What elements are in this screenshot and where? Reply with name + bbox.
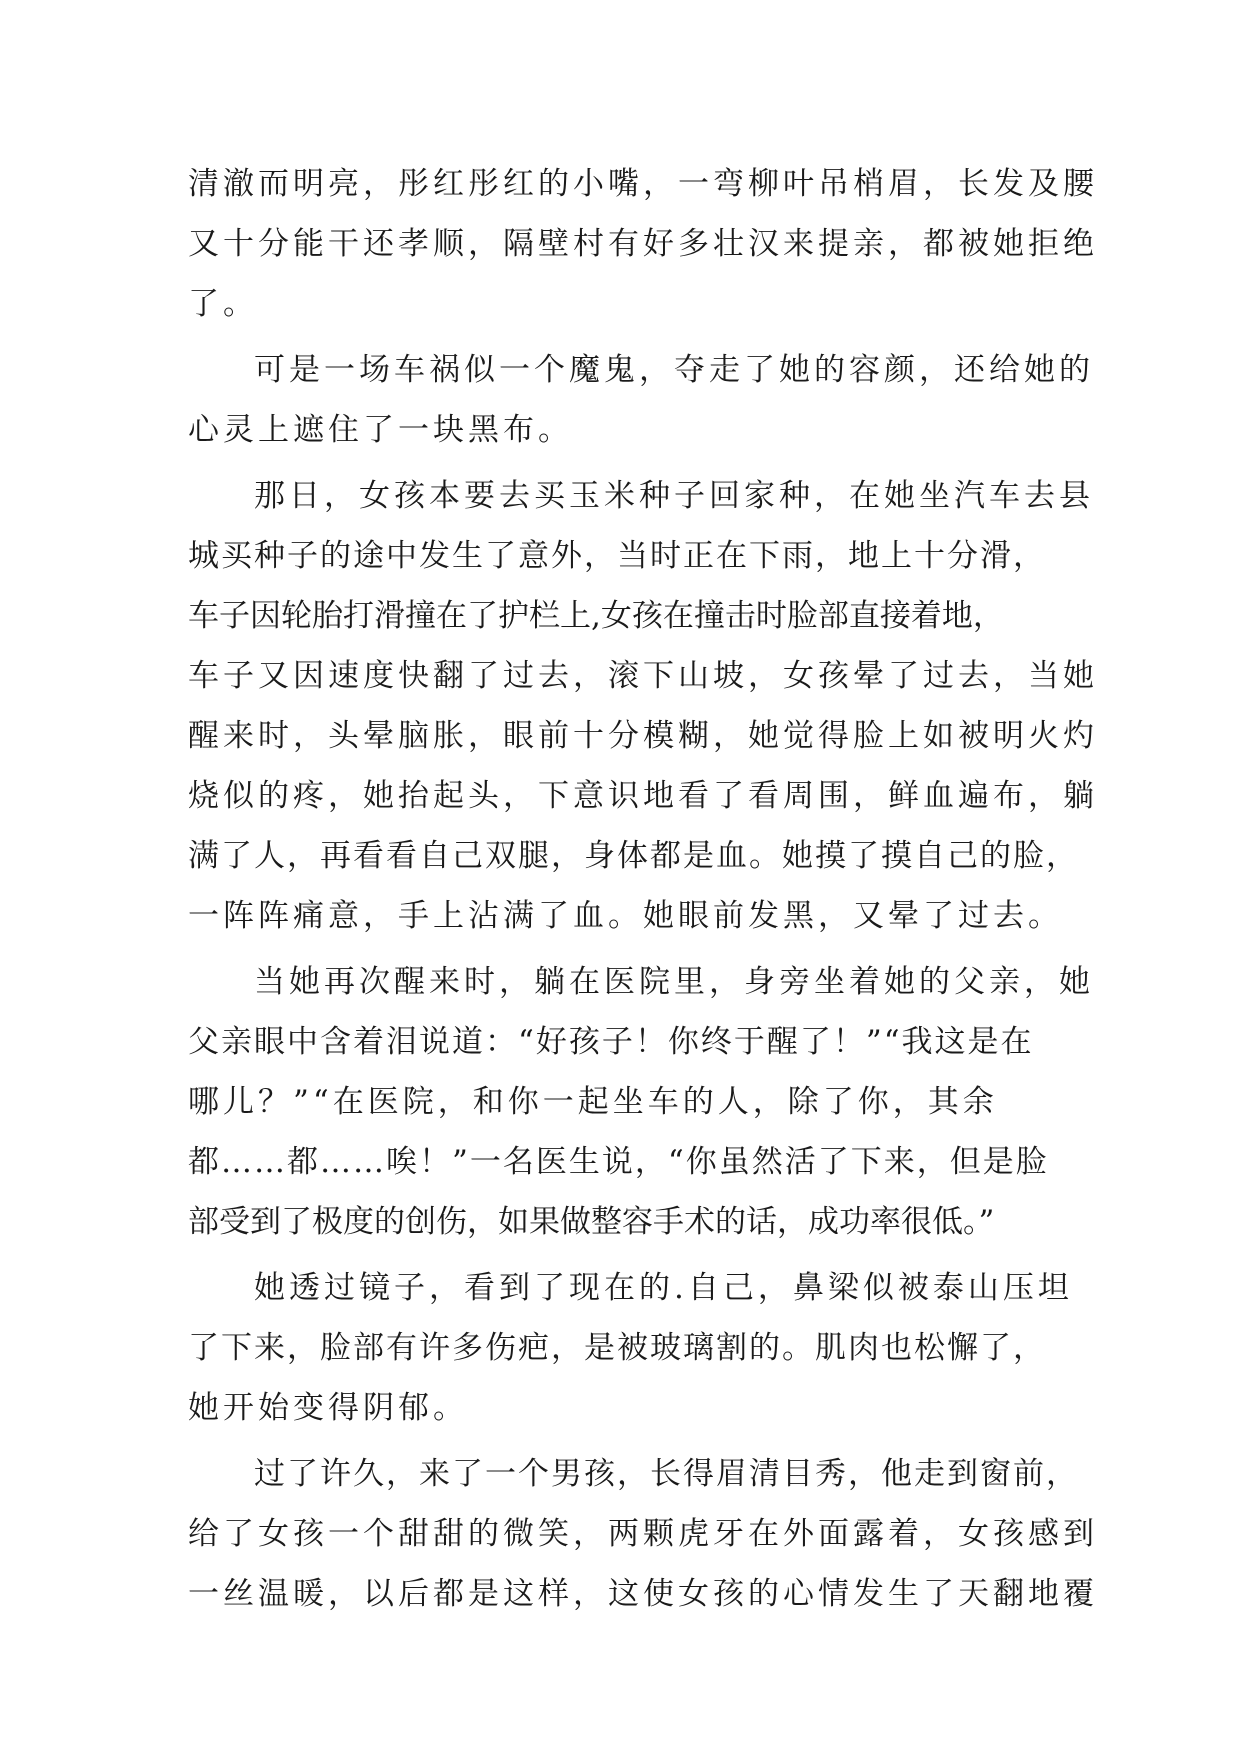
paragraph-first-line: 她透过镜子，看到了现在的.自己，鼻梁似被泰山压坦 — [254, 1270, 1073, 1306]
text-line: 清澈而明亮，彤红彤红的小嘴，一弯柳叶吊梢眉，长发及腰 — [188, 166, 1098, 202]
paragraph-first-line: 过了许久，来了一个男孩，长得眉清目秀，他走到窗前， — [254, 1456, 1079, 1492]
text-line: 给了女孩一个甜甜的微笑，两颗虎牙在外面露着，女孩感到 — [188, 1516, 1098, 1552]
text-line: 醒来时，头晕脑胀，眼前十分模糊，她觉得脸上如被明火灼 — [188, 718, 1098, 754]
text-line: 城买种子的途中发生了意外，当时正在下雨，地上十分滑， — [188, 538, 1046, 574]
text-line: 父亲眼中含着泪说道：“好孩子！你终于醒了！”“我这是在 — [188, 1024, 1034, 1060]
paragraph-first-line: 可是一场车祸似一个魔鬼，夺走了她的容颜，还给她的 — [254, 352, 1094, 388]
text-line: 烧似的疼，她抬起头，下意识地看了看周围，鲜血遍布，躺 — [188, 778, 1098, 814]
text-line: 车子因轮胎打滑撞在了护栏上,女孩在撞击时脸部直接着地， — [188, 598, 1004, 634]
text-line: 部受到了极度的创伤，如果做整容手术的话，成功率很低。” — [188, 1204, 995, 1240]
paragraph-first-line: 那日，女孩本要去买玉米种子回家种，在她坐汽车去县 — [254, 478, 1094, 514]
text-line: 了。 — [188, 286, 258, 322]
text-line: 心灵上遮住了一块黑布。 — [188, 412, 573, 448]
text-line: 车子又因速度快翻了过去，滚下山坡，女孩晕了过去，当她 — [188, 658, 1098, 694]
text-line: 她开始变得阴郁。 — [188, 1390, 468, 1426]
text-line: 一丝温暖，以后都是这样，这使女孩的心情发生了天翻地覆 — [188, 1576, 1098, 1612]
text-line: 一阵阵痛意，手上沾满了血。她眼前发黑，又晕了过去。 — [188, 898, 1063, 934]
text-line: 都……都……唉！”一名医生说，“你虽然活了下来，但是脸 — [188, 1144, 1049, 1180]
text-line: 了下来，脸部有许多伤疤，是被玻璃割的。肌肉也松懈了， — [188, 1330, 1046, 1366]
paragraph-first-line: 当她再次醒来时，躺在医院里，身旁坐着她的父亲，她 — [254, 964, 1094, 1000]
document-body — [188, 154, 1098, 1624]
text-line: 哪儿？”“在医院，和你一起坐车的人，除了你，其余 — [188, 1084, 998, 1120]
text-line: 又十分能干还孝顺，隔壁村有好多壮汉来提亲，都被她拒绝 — [188, 226, 1098, 262]
text-line: 满了人，再看看自己双腿，身体都是血。她摸了摸自己的脸， — [188, 838, 1079, 874]
